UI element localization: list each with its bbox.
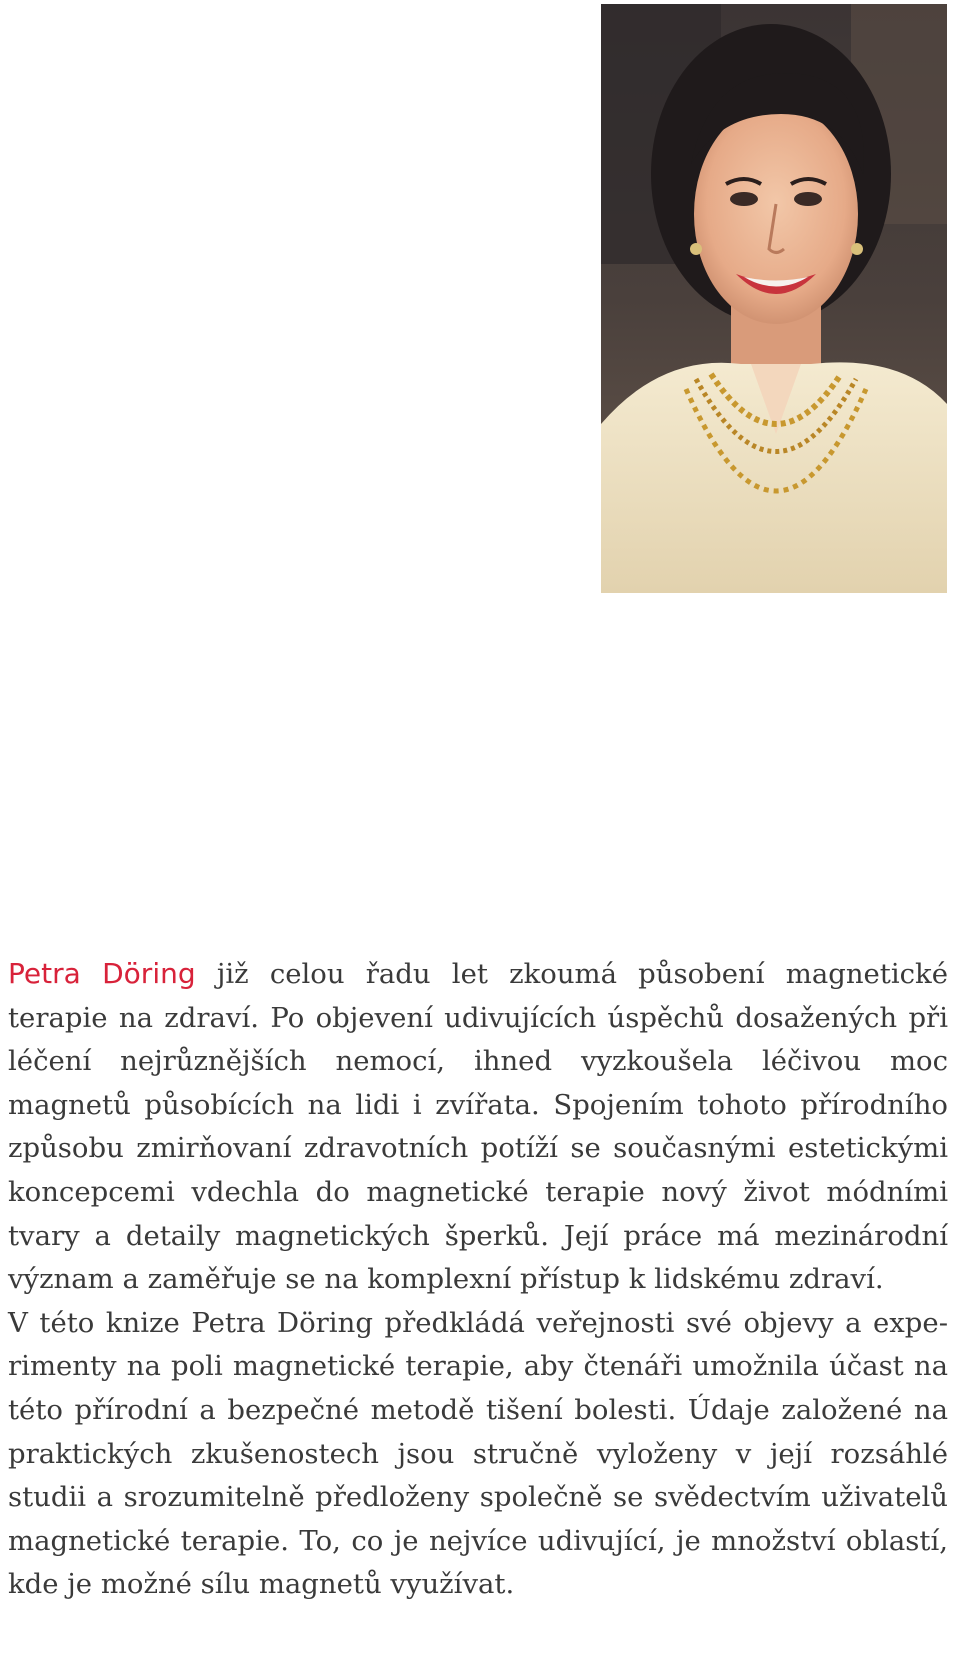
bio-paragraph-2: V této knize Petra Döring předkládá veřejnosti své objevy a experimenty na poli magnetické terapie, aby čtenáři umožnila účast na této přírodní a bezpečné metodě tišení bolesti. Údaje založené na praktických zkušenostech jsou stručně vyloženy v její rozsáhlé studii a srozumitelně předloženy společně se svědectvím uživatelů magnetické terapie. To, co je nejvíce udivující, je množství oblastí, kde je možné sílu magnetů využívat. <box>8 1306 948 1601</box>
portrait-photo-icon <box>601 4 947 593</box>
author-bio <box>8 952 948 1607</box>
bio-paragraph-1-text: již celou řadu let zkoumá působení magnetické terapie na zdraví. Po objevení udivujících úspěchů dosažených při léčení nejrůznějších nemocí, ihned vyzkoušela léčivou moc magnetů působících na lidi i zvířata. Spojením tohoto přírodního způsobu zmirňovaní zdravotních potíží se současnými estetickými koncepcemi vdechla do magnetické terapie nový život módními tvary a detaily magnetických šperků. Její práce má mezinárodní význam a zaměřuje se na komplexní přístup k lidskému zdraví. <box>8 958 948 1296</box>
author-name: Petra Döring <box>8 957 196 990</box>
author-portrait <box>601 4 947 593</box>
bio-paragraph-1 <box>8 952 948 1302</box>
